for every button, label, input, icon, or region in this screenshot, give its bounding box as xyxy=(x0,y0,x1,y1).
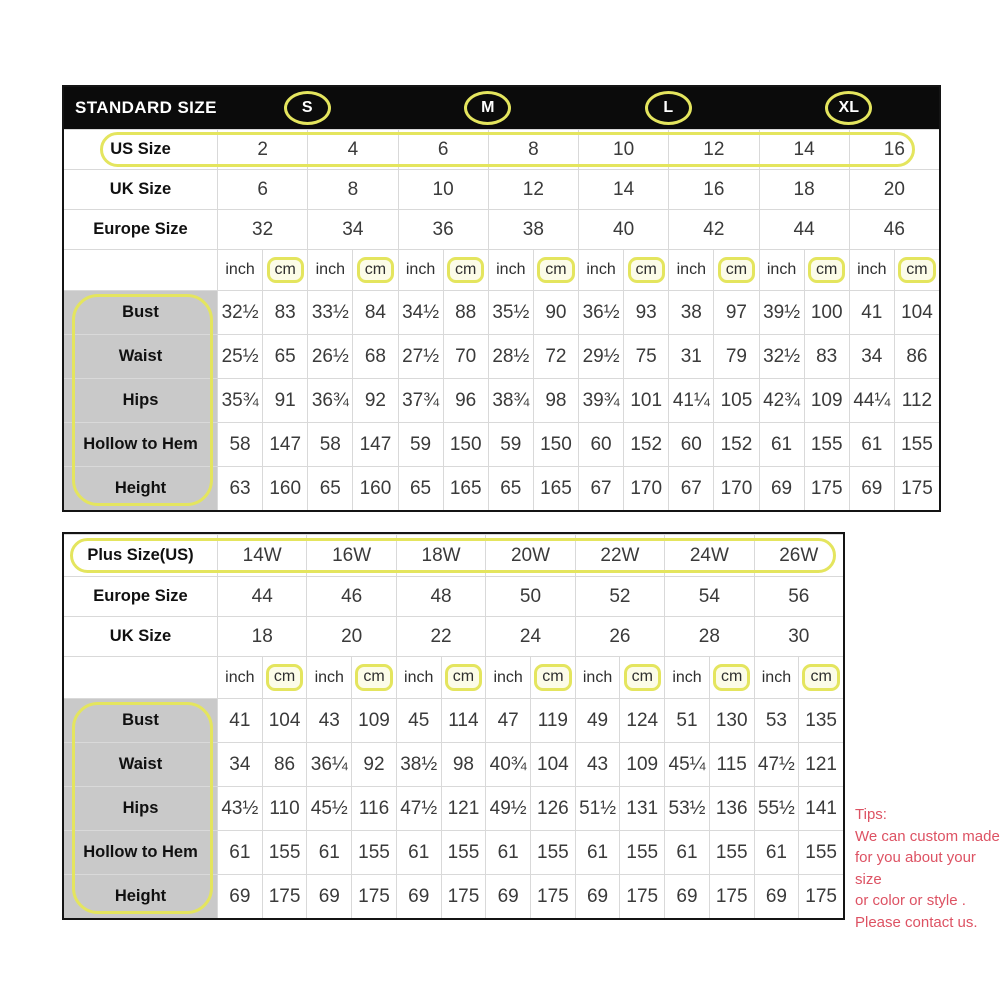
size-value-cell: 16 xyxy=(849,129,939,169)
measure-value-cell: 60 xyxy=(668,422,713,466)
measure-value-cell: 155 xyxy=(798,830,843,874)
measure-value-cell: 109 xyxy=(619,742,664,786)
measure-value-cell: 72 xyxy=(533,334,578,378)
unit-cell-inch: inch xyxy=(664,656,709,698)
standard-size-body xyxy=(64,129,939,510)
cm-highlight-box: cm xyxy=(713,664,750,690)
unit-cell-inch: inch xyxy=(849,249,894,290)
unit-cell-inch: inch xyxy=(575,656,620,698)
measure-value-cell: 86 xyxy=(262,742,307,786)
size-value-cell: 26W xyxy=(754,534,843,576)
size-value-cell: 50 xyxy=(485,576,574,616)
cm-highlight-box: cm xyxy=(808,257,845,283)
row-label: Height xyxy=(64,466,217,510)
size-value-cell: 48 xyxy=(396,576,485,616)
measure-value-cell: 44¼ xyxy=(849,378,894,422)
measure-value-cell: 175 xyxy=(804,466,849,510)
size-value-cell: 38 xyxy=(488,209,578,249)
size-value-cell: 12 xyxy=(668,129,758,169)
measure-value-cell: 150 xyxy=(533,422,578,466)
unit-cell-inch: inch xyxy=(488,249,533,290)
measure-value-cell: 160 xyxy=(262,466,307,510)
standard-size-table xyxy=(62,85,941,512)
measure-value-cell: 69 xyxy=(849,466,894,510)
size-value-cell: 14 xyxy=(578,169,668,209)
unit-row xyxy=(64,656,843,698)
measure-row xyxy=(64,786,843,830)
measure-value-cell: 51 xyxy=(664,698,709,742)
measure-value-cell: 36¾ xyxy=(307,378,352,422)
size-value-cell: 24 xyxy=(485,616,574,656)
measure-value-cell: 175 xyxy=(894,466,939,510)
size-value-cell: 18 xyxy=(759,169,849,209)
cm-highlight-box: cm xyxy=(267,257,304,283)
measure-value-cell: 45 xyxy=(396,698,441,742)
measure-value-cell: 65 xyxy=(398,466,443,510)
measure-value-cell: 88 xyxy=(443,290,488,334)
size-value-cell: 16 xyxy=(668,169,758,209)
row-label: Plus Size(US) xyxy=(64,534,217,576)
cm-highlight-box: cm xyxy=(718,257,755,283)
size-value-cell: 34 xyxy=(307,209,397,249)
size-row xyxy=(64,209,939,249)
unit-cell-cm xyxy=(798,656,843,698)
measure-value-cell: 61 xyxy=(754,830,799,874)
cm-highlight-box: cm xyxy=(537,257,574,283)
measure-value-cell: 83 xyxy=(262,290,307,334)
row-label: Height xyxy=(64,874,217,918)
size-value-cell: 18W xyxy=(396,534,485,576)
measure-value-cell: 155 xyxy=(804,422,849,466)
cm-highlight-box: cm xyxy=(628,257,665,283)
measure-value-cell: 61 xyxy=(575,830,620,874)
measure-value-cell: 41¼ xyxy=(668,378,713,422)
unit-cell-cm xyxy=(262,656,307,698)
measure-value-cell: 165 xyxy=(443,466,488,510)
unit-cell-inch: inch xyxy=(396,656,441,698)
size-value-cell: 20 xyxy=(849,169,939,209)
measure-value-cell: 61 xyxy=(485,830,530,874)
measure-value-cell: 38 xyxy=(668,290,713,334)
measure-row xyxy=(64,378,939,422)
measure-value-cell: 155 xyxy=(262,830,307,874)
unit-cell-inch: inch xyxy=(485,656,530,698)
size-group xyxy=(578,91,759,125)
size-value-cell: 18 xyxy=(217,616,306,656)
size-value-cell: 20W xyxy=(485,534,574,576)
measure-value-cell: 170 xyxy=(623,466,668,510)
measure-value-cell: 98 xyxy=(441,742,486,786)
cm-highlight-box: cm xyxy=(445,664,482,690)
row-label: Bust xyxy=(64,698,217,742)
unit-cell-cm xyxy=(262,249,307,290)
measure-value-cell: 55½ xyxy=(754,786,799,830)
size-value-cell: 24W xyxy=(664,534,753,576)
unit-row-empty-cell xyxy=(64,656,217,698)
measure-value-cell: 67 xyxy=(578,466,623,510)
measure-value-cell: 109 xyxy=(351,698,396,742)
measure-value-cell: 61 xyxy=(759,422,804,466)
measure-value-cell: 47½ xyxy=(754,742,799,786)
measure-value-cell: 112 xyxy=(894,378,939,422)
size-value-cell: 42 xyxy=(668,209,758,249)
measure-value-cell: 155 xyxy=(441,830,486,874)
size-value-cell: 22W xyxy=(575,534,664,576)
measure-value-cell: 97 xyxy=(713,290,758,334)
size-value-cell: 8 xyxy=(488,129,578,169)
measure-value-cell: 58 xyxy=(217,422,262,466)
size-row xyxy=(64,534,843,576)
measure-value-cell: 59 xyxy=(488,422,533,466)
measure-row xyxy=(64,334,939,378)
measure-value-cell: 130 xyxy=(709,698,754,742)
cm-highlight-box: cm xyxy=(447,257,484,283)
size-value-cell: 52 xyxy=(575,576,664,616)
measure-value-cell: 34½ xyxy=(398,290,443,334)
measure-value-cell: 60 xyxy=(578,422,623,466)
unit-cell-cm xyxy=(441,656,486,698)
measure-value-cell: 155 xyxy=(709,830,754,874)
size-group xyxy=(217,91,398,125)
measure-value-cell: 35¾ xyxy=(217,378,262,422)
measure-value-cell: 43 xyxy=(575,742,620,786)
size-value-cell: 8 xyxy=(307,169,397,209)
size-value-cell: 4 xyxy=(307,129,397,169)
size-value-cell: 6 xyxy=(398,129,488,169)
measure-value-cell: 105 xyxy=(713,378,758,422)
measure-value-cell: 33½ xyxy=(307,290,352,334)
size-value-cell: 46 xyxy=(306,576,395,616)
tips-line: for you about your size xyxy=(855,849,976,888)
row-label: Waist xyxy=(64,742,217,786)
measure-value-cell: 115 xyxy=(709,742,754,786)
measure-value-cell: 152 xyxy=(713,422,758,466)
header-title: STANDARD SIZE xyxy=(75,98,217,117)
unit-cell-cm xyxy=(443,249,488,290)
tips-line: We can custom made xyxy=(855,827,1000,845)
measure-value-cell: 152 xyxy=(623,422,668,466)
measure-value-cell: 155 xyxy=(619,830,664,874)
measure-value-cell: 32½ xyxy=(217,290,262,334)
measure-value-cell: 61 xyxy=(306,830,351,874)
measure-value-cell: 47 xyxy=(485,698,530,742)
measure-value-cell: 37¾ xyxy=(398,378,443,422)
measure-value-cell: 121 xyxy=(798,742,843,786)
plus-size-table xyxy=(62,532,845,920)
tips-note xyxy=(855,804,1000,933)
measure-value-cell: 93 xyxy=(623,290,668,334)
measure-value-cell: 59 xyxy=(398,422,443,466)
measure-value-cell: 96 xyxy=(443,378,488,422)
size-value-cell: 44 xyxy=(217,576,306,616)
size-value-cell: 2 xyxy=(217,129,307,169)
size-value-cell: 26 xyxy=(575,616,664,656)
measure-row xyxy=(64,830,843,874)
measure-value-cell: 39½ xyxy=(759,290,804,334)
row-label: UK Size xyxy=(64,169,217,209)
measure-value-cell: 69 xyxy=(306,874,351,918)
measure-value-cell: 175 xyxy=(619,874,664,918)
measure-value-cell: 136 xyxy=(709,786,754,830)
plus-size-body xyxy=(64,534,843,918)
measure-value-cell: 141 xyxy=(798,786,843,830)
measure-value-cell: 42¾ xyxy=(759,378,804,422)
unit-cell-inch: inch xyxy=(217,656,262,698)
measure-value-cell: 38¾ xyxy=(488,378,533,422)
unit-cell-cm xyxy=(530,656,575,698)
measure-value-cell: 49½ xyxy=(485,786,530,830)
measure-row xyxy=(64,422,939,466)
cm-highlight-box: cm xyxy=(898,257,935,283)
size-value-cell: 56 xyxy=(754,576,843,616)
measure-value-cell: 31 xyxy=(668,334,713,378)
measure-value-cell: 98 xyxy=(533,378,578,422)
measure-value-cell: 83 xyxy=(804,334,849,378)
size-value-cell: 28 xyxy=(664,616,753,656)
row-label: Hips xyxy=(64,786,217,830)
size-row xyxy=(64,169,939,209)
measure-value-cell: 67 xyxy=(668,466,713,510)
measure-value-cell: 116 xyxy=(351,786,396,830)
measure-value-cell: 160 xyxy=(352,466,397,510)
tips-lines xyxy=(855,826,1000,934)
measure-value-cell: 26½ xyxy=(307,334,352,378)
measure-value-cell: 65 xyxy=(488,466,533,510)
tips-line: Please contact us. xyxy=(855,913,978,931)
size-group xyxy=(398,91,579,125)
unit-cell-cm xyxy=(713,249,758,290)
measure-value-cell: 38½ xyxy=(396,742,441,786)
measure-value-cell: 175 xyxy=(441,874,486,918)
measure-value-cell: 121 xyxy=(441,786,486,830)
size-row xyxy=(64,129,939,169)
measure-value-cell: 43½ xyxy=(217,786,262,830)
measure-value-cell: 49 xyxy=(575,698,620,742)
measure-value-cell: 150 xyxy=(443,422,488,466)
measure-value-cell: 119 xyxy=(530,698,575,742)
size-value-cell: 32 xyxy=(217,209,307,249)
measure-value-cell: 45½ xyxy=(306,786,351,830)
size-value-cell: 20 xyxy=(306,616,395,656)
measure-value-cell: 131 xyxy=(619,786,664,830)
size-value-cell: 36 xyxy=(398,209,488,249)
row-label: Waist xyxy=(64,334,217,378)
measure-value-cell: 61 xyxy=(849,422,894,466)
size-value-cell: 54 xyxy=(664,576,753,616)
unit-cell-inch: inch xyxy=(759,249,804,290)
measure-value-cell: 34 xyxy=(217,742,262,786)
unit-cell-inch: inch xyxy=(307,249,352,290)
measure-value-cell: 25½ xyxy=(217,334,262,378)
measure-value-cell: 69 xyxy=(575,874,620,918)
row-label: Hollow to Hem xyxy=(64,422,217,466)
cm-highlight-box: cm xyxy=(266,664,303,690)
size-value-cell: 6 xyxy=(217,169,307,209)
measure-value-cell: 61 xyxy=(664,830,709,874)
measure-value-cell: 92 xyxy=(351,742,396,786)
measure-value-cell: 35½ xyxy=(488,290,533,334)
measure-value-cell: 32½ xyxy=(759,334,804,378)
size-value-cell: 10 xyxy=(398,169,488,209)
measure-value-cell: 104 xyxy=(894,290,939,334)
row-label: Bust xyxy=(64,290,217,334)
measure-value-cell: 69 xyxy=(754,874,799,918)
measure-value-cell: 175 xyxy=(262,874,307,918)
size-group-oval: L xyxy=(645,91,692,125)
measure-value-cell: 75 xyxy=(623,334,668,378)
cm-highlight-box: cm xyxy=(534,664,571,690)
row-label: Europe Size xyxy=(64,576,217,616)
size-group-oval: S xyxy=(284,91,331,125)
measure-value-cell: 92 xyxy=(352,378,397,422)
measure-value-cell: 65 xyxy=(307,466,352,510)
unit-cell-inch: inch xyxy=(754,656,799,698)
measure-value-cell: 165 xyxy=(533,466,578,510)
size-group-oval: XL xyxy=(825,91,872,125)
unit-cell-cm xyxy=(894,249,939,290)
measure-value-cell: 104 xyxy=(262,698,307,742)
measure-value-cell: 34 xyxy=(849,334,894,378)
unit-cell-cm xyxy=(352,249,397,290)
measure-value-cell: 175 xyxy=(798,874,843,918)
unit-cell-cm xyxy=(351,656,396,698)
measure-value-cell: 68 xyxy=(352,334,397,378)
standard-size-header xyxy=(64,87,939,129)
measure-value-cell: 124 xyxy=(619,698,664,742)
measure-row xyxy=(64,290,939,334)
row-label: Hips xyxy=(64,378,217,422)
tips-title: Tips: xyxy=(855,806,887,823)
unit-cell-cm xyxy=(533,249,578,290)
measure-value-cell: 58 xyxy=(307,422,352,466)
measure-value-cell: 36¼ xyxy=(306,742,351,786)
measure-value-cell: 27½ xyxy=(398,334,443,378)
measure-value-cell: 28½ xyxy=(488,334,533,378)
measure-value-cell: 100 xyxy=(804,290,849,334)
measure-value-cell: 43 xyxy=(306,698,351,742)
measure-value-cell: 101 xyxy=(623,378,668,422)
unit-row xyxy=(64,249,939,290)
unit-cell-inch: inch xyxy=(398,249,443,290)
measure-row xyxy=(64,466,939,510)
measure-value-cell: 175 xyxy=(351,874,396,918)
size-group xyxy=(759,91,940,125)
measure-value-cell: 110 xyxy=(262,786,307,830)
measure-value-cell: 29½ xyxy=(578,334,623,378)
measure-value-cell: 41 xyxy=(217,698,262,742)
measure-value-cell: 86 xyxy=(894,334,939,378)
measure-value-cell: 40¾ xyxy=(485,742,530,786)
size-value-cell: 44 xyxy=(759,209,849,249)
measure-row xyxy=(64,698,843,742)
measure-value-cell: 79 xyxy=(713,334,758,378)
measure-value-cell: 109 xyxy=(804,378,849,422)
measure-value-cell: 65 xyxy=(262,334,307,378)
measure-value-cell: 63 xyxy=(217,466,262,510)
measure-value-cell: 69 xyxy=(759,466,804,510)
cm-highlight-box: cm xyxy=(624,664,661,690)
measure-value-cell: 155 xyxy=(894,422,939,466)
tips-line: or color or style . xyxy=(855,892,966,909)
measure-row xyxy=(64,742,843,786)
unit-cell-cm xyxy=(709,656,754,698)
row-label: Europe Size xyxy=(64,209,217,249)
measure-value-cell: 53½ xyxy=(664,786,709,830)
measure-value-cell: 36½ xyxy=(578,290,623,334)
size-value-cell: 16W xyxy=(306,534,395,576)
size-value-cell: 14 xyxy=(759,129,849,169)
measure-value-cell: 61 xyxy=(217,830,262,874)
size-value-cell: 14W xyxy=(217,534,306,576)
measure-value-cell: 147 xyxy=(352,422,397,466)
measure-value-cell: 69 xyxy=(217,874,262,918)
unit-cell-cm xyxy=(619,656,664,698)
size-value-cell: 22 xyxy=(396,616,485,656)
measure-value-cell: 155 xyxy=(351,830,396,874)
measure-value-cell: 61 xyxy=(396,830,441,874)
size-group-oval: M xyxy=(464,91,511,125)
measure-value-cell: 51½ xyxy=(575,786,620,830)
measure-value-cell: 170 xyxy=(713,466,758,510)
size-value-cell: 10 xyxy=(578,129,668,169)
unit-row-empty-cell xyxy=(64,249,217,290)
size-value-cell: 46 xyxy=(849,209,939,249)
measure-value-cell: 135 xyxy=(798,698,843,742)
measure-value-cell: 175 xyxy=(709,874,754,918)
size-row xyxy=(64,576,843,616)
size-row xyxy=(64,616,843,656)
cm-highlight-box: cm xyxy=(355,664,392,690)
row-label: UK Size xyxy=(64,616,217,656)
measure-value-cell: 41 xyxy=(849,290,894,334)
measure-value-cell: 69 xyxy=(396,874,441,918)
measure-row xyxy=(64,874,843,918)
measure-value-cell: 70 xyxy=(443,334,488,378)
measure-value-cell: 45¼ xyxy=(664,742,709,786)
row-label: Hollow to Hem xyxy=(64,830,217,874)
measure-value-cell: 175 xyxy=(530,874,575,918)
unit-cell-inch: inch xyxy=(668,249,713,290)
row-label: US Size xyxy=(64,129,217,169)
measure-value-cell: 84 xyxy=(352,290,397,334)
cm-highlight-box: cm xyxy=(802,664,839,690)
size-value-cell: 40 xyxy=(578,209,668,249)
measure-value-cell: 69 xyxy=(485,874,530,918)
measure-value-cell: 114 xyxy=(441,698,486,742)
unit-cell-cm xyxy=(623,249,668,290)
measure-value-cell: 91 xyxy=(262,378,307,422)
measure-value-cell: 47½ xyxy=(396,786,441,830)
unit-cell-inch: inch xyxy=(578,249,623,290)
measure-value-cell: 90 xyxy=(533,290,578,334)
unit-cell-cm xyxy=(804,249,849,290)
measure-value-cell: 69 xyxy=(664,874,709,918)
size-value-cell: 30 xyxy=(754,616,843,656)
measure-value-cell: 104 xyxy=(530,742,575,786)
measure-value-cell: 53 xyxy=(754,698,799,742)
size-value-cell: 12 xyxy=(488,169,578,209)
unit-cell-inch: inch xyxy=(217,249,262,290)
measure-value-cell: 147 xyxy=(262,422,307,466)
unit-cell-inch: inch xyxy=(306,656,351,698)
cm-highlight-box: cm xyxy=(357,257,394,283)
measure-value-cell: 39¾ xyxy=(578,378,623,422)
measure-value-cell: 155 xyxy=(530,830,575,874)
measure-value-cell: 126 xyxy=(530,786,575,830)
